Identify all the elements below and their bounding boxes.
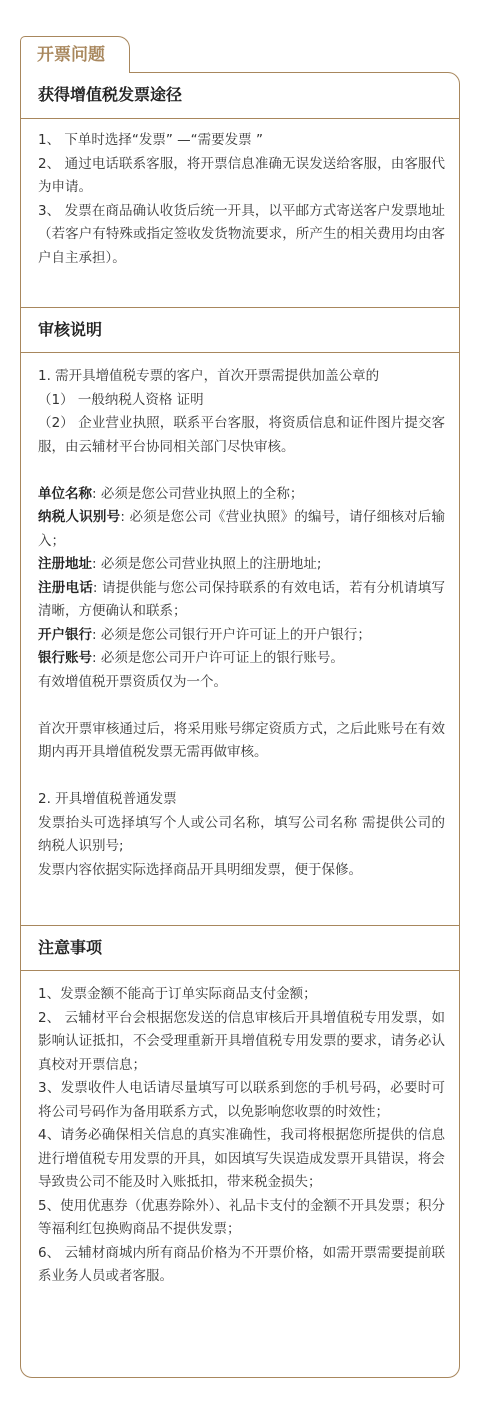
list-item: 2、 通过电话联系客服，将开票信息准确无误发送给客服，由客服代为申请。 (38, 155, 445, 195)
list-item: 5、使用优惠券（优惠券除外）、礼品卡支付的金额不开具发票；积分等福利红包换购商品不提供发票； (38, 1197, 445, 1237)
field-company-name: 单位名称: 必须是您公司营业执照上的全称； (38, 485, 304, 502)
list-item: 2. 开具增值税普通发票 (38, 791, 177, 807)
list-item: 1、发票金额不能高于订单实际商品支付金额； (38, 986, 317, 1002)
list-item: 3、发票收件人电话请尽量填写可以联系到您的手机号码，必要时可将公司号码作为备用联系方式，以免影响您收票的时效性； (38, 1080, 445, 1120)
list-item: （2） 企业营业执照，联系平台客服，将资质信息和证件图片提交客服，由云辅材平台协同相关部门尽快审核。 (38, 415, 445, 455)
list-item: 发票抬头可选择填写个人或公司名称，填写公司名称 需提供公司的纳税人识别号; (38, 814, 445, 854)
list-item: 6、 云辅材商城内所有商品价格为不开票价格，如需开票需要提前联系业务人员或者客服。 (38, 1244, 445, 1284)
list-item: 1. 需开具增值税专票的客户，首次开票需提供加盖公章的 (38, 368, 380, 384)
tab-invoice-questions[interactable]: 开票问题 (20, 36, 130, 73)
field-bank: 开户银行: 必须是您公司银行开户许可证上的开户银行； (38, 626, 371, 643)
section-body-review (38, 365, 445, 882)
section-title-notes: 注意事项 (21, 925, 459, 971)
field-registered-address: 注册地址: 必须是您公司营业执照上的注册地址; (38, 556, 322, 572)
note-text: 有效增值税开票资质仅为一个。 (38, 673, 227, 690)
list-item: 3、 发票在商品确认收货后统一开具，以平邮方式寄送客户发票地址（若客户有特殊或指定签收发货物流要求，所产生的相关费用均由客户自主承担）。 (38, 202, 445, 266)
list-item: 4、请务必确保相关信息的真实准确性，我司将根据您所提供的信息进行增值税专用发票的开具，如因填写失误造成发票开具错误，将会导致贵公司不能及时入账抵扣，带来税金损失； (38, 1127, 445, 1190)
list-item: （1） 一般纳税人资格 证明 (38, 391, 204, 408)
section-body-vat-invoice-ways (38, 129, 445, 270)
section-title-vat-invoice-ways: 获得增值税发票途径 (21, 73, 459, 119)
section-body-notes (38, 983, 445, 1289)
field-bank-account: 银行账号: 必须是您公司开户许可证上的银行账号。 (38, 650, 344, 666)
list-item: 1、 下单时选择“发票” —“需要发票 ” (38, 132, 263, 148)
content-panel (20, 72, 460, 1378)
field-taxpayer-id: 纳税人识别号: 必须是您公司《营业执照》的编号，请仔细核对后输入； (38, 509, 446, 549)
list-item: 发票内容依据实际选择商品开具明细发票，便于保修。 (38, 861, 362, 878)
section-title-review: 审核说明 (21, 307, 459, 353)
list-item: 2、 云辅材平台会根据您发送的信息审核后开具增值税专用发票，如影响认证抵扣，不会受理重新开具增值税专用发票的要求，请务必认真校对开票信息； (38, 1009, 445, 1073)
field-registered-phone: 注册电话: 请提供能与您公司保持联系的有效电话，若有分机请填写清晰，方便确认和联系； (38, 579, 445, 619)
binding-text: 首次开票审核通过后，将采用账号绑定资质方式，之后此账号在有效期内再开具增值税发票无需再做审核。 (38, 720, 445, 760)
